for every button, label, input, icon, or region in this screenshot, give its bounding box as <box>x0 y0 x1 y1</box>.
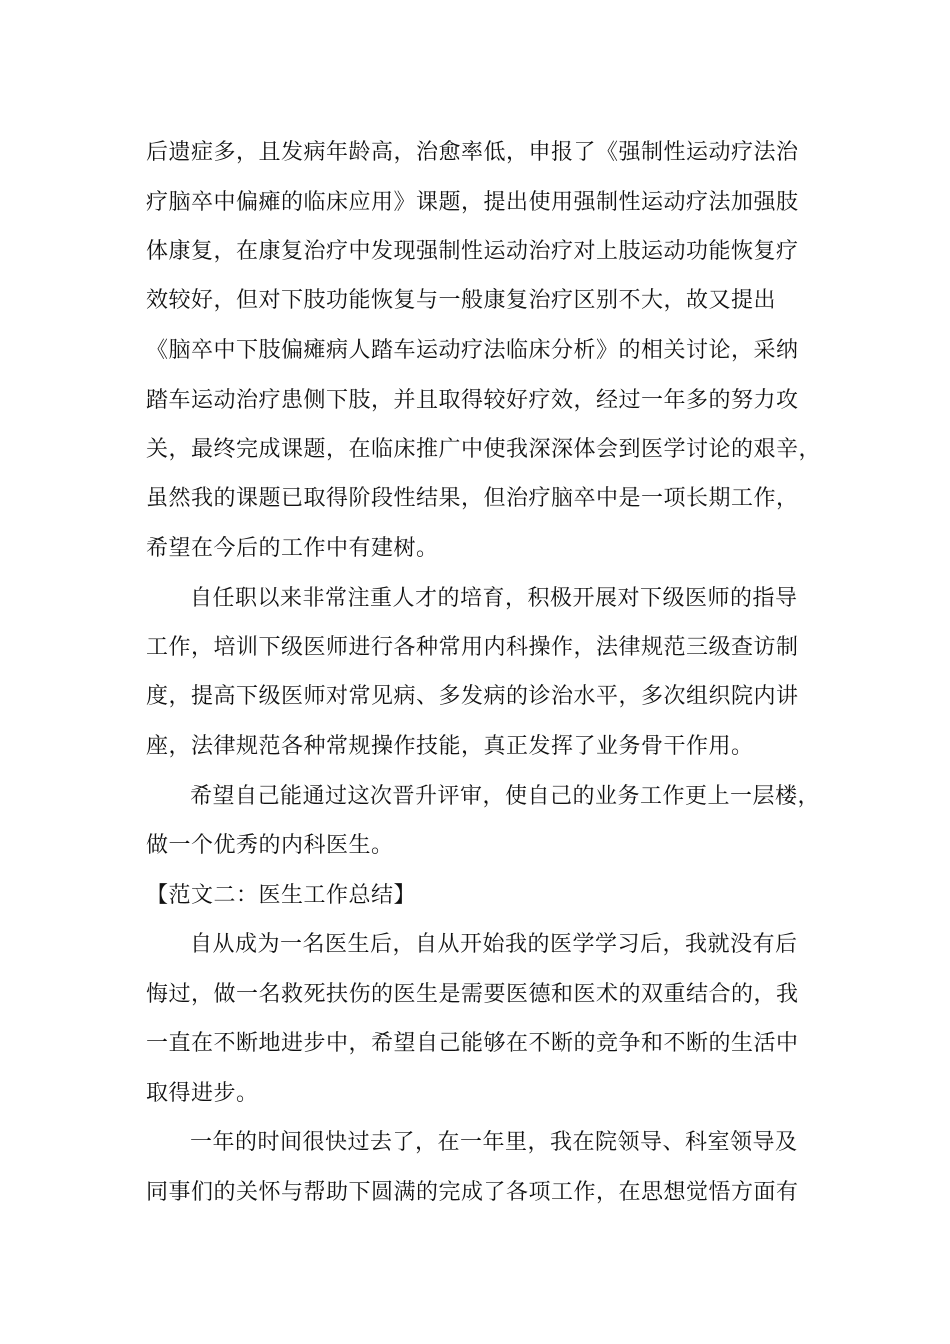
text-line: 座，法律规范各种常规操作技能，真正发挥了业务骨干作用。 <box>146 734 754 759</box>
text-line: 一直在不断地进步中，希望自己能够在不断的竞争和不断的生活中 <box>146 1031 799 1056</box>
text-line: 关，最终完成课题，在临床推广中使我深深体会到医学讨论的艰辛， <box>146 437 822 462</box>
text-line: 工作，培训下级医师进行各种常用内科操作，法律规范三级查访制 <box>146 635 799 660</box>
text-line: 效较好，但对下肢功能恢复与一般康复治疗区别不大，故又提出 <box>146 288 777 313</box>
text-line: 取得进步。 <box>146 1081 259 1106</box>
text-line: 悔过，做一名救死扶伤的医生是需要医德和医术的双重结合的，我 <box>146 982 799 1007</box>
text-line: 体康复，在康复治疗中发现强制性运动治疗对上肢运动功能恢复疗 <box>146 239 799 264</box>
paragraph-first-line: 一年的时间很快过去了，在一年里，我在院领导、科室领导及 <box>190 1130 798 1155</box>
text-line: 疗脑卒中偏瘫的临床应用》课题，提出使用强制性运动疗法加强肢 <box>146 190 799 215</box>
text-line: 做一个优秀的内科医生。 <box>146 833 394 858</box>
text-line: 虽然我的课题已取得阶段性结果，但治疗脑卒中是一项长期工作， <box>146 486 799 511</box>
text-line: 踏车运动治疗患侧下肢，并且取得较好疗效，经过一年多的努力攻 <box>146 388 799 413</box>
text-line: 度，提高下级医师对常见病、多发病的诊治水平，多次组织院内讲 <box>146 684 799 709</box>
text-line: 《脑卒中下肢偏瘫病人踏车运动疗法临床分析》的相关讨论，采纳 <box>146 338 799 363</box>
section-heading: 【范文二：医生工作总结】 <box>146 883 417 908</box>
text-line: 希望在今后的工作中有建树。 <box>146 536 439 561</box>
paragraph-first-line: 希望自己能通过这次晋升评审，使自己的业务工作更上一层楼， <box>190 784 821 809</box>
paragraph-first-line: 自任职以来非常注重人才的培育，积极开展对下级医师的指导 <box>190 586 798 611</box>
paragraph-first-line: 自从成为一名医生后，自从开始我的医学学习后，我就没有后 <box>190 932 798 957</box>
text-line: 后遗症多，且发病年龄高，治愈率低，申报了《强制性运动疗法治 <box>146 140 799 165</box>
text-line: 同事们的关怀与帮助下圆满的完成了各项工作，在思想觉悟方面有 <box>146 1180 799 1205</box>
